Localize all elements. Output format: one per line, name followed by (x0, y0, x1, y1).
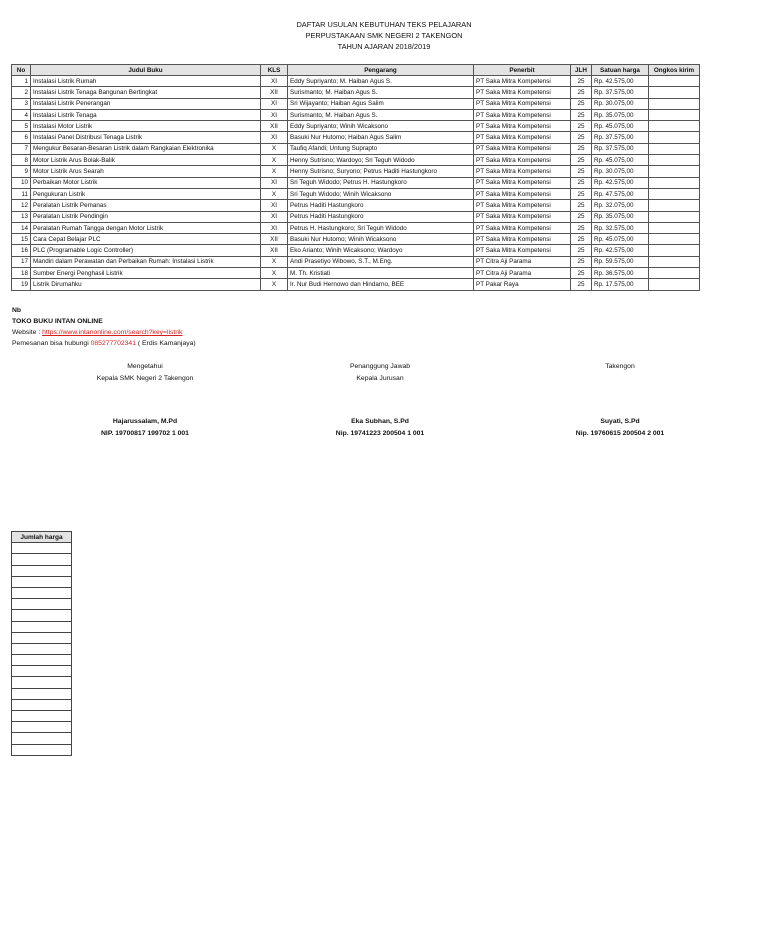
cell-kls: XI (261, 211, 288, 222)
cell-ongkos (649, 98, 700, 109)
cell-kls: X (261, 268, 288, 279)
jumlah-cell (12, 744, 72, 755)
cell-ongkos (649, 166, 700, 177)
cell-jlh: 25 (571, 234, 592, 245)
jumlah-row (12, 643, 72, 654)
cell-no: 4 (12, 109, 31, 120)
order-label: Pemesanan bisa hubungi (12, 340, 91, 347)
jumlah-row (12, 699, 72, 710)
cell-ongkos (649, 234, 700, 245)
cell-no: 2 (12, 87, 31, 98)
cell-judul: Listrik Dirumahku (31, 279, 261, 290)
cell-harga: Rp. 42.575,00 (592, 177, 649, 188)
jumlah-cell (12, 632, 72, 643)
cell-jlh: 25 (571, 155, 592, 166)
table-row (12, 87, 700, 98)
cell-judul: Perbaikan Motor Listrik (31, 177, 261, 188)
col-header-judul: Judul Buku (31, 65, 261, 76)
cell-jlh: 25 (571, 177, 592, 188)
table-row (12, 177, 700, 188)
col-header-harga: Satuan harga (592, 65, 649, 76)
cell-judul: Peralatan Listrik Pemanas (31, 200, 261, 211)
cell-pengarang: Henny Sutrisno; Suryono; Petrus Haditi Hastungkoro (288, 166, 474, 177)
cell-ongkos (649, 87, 700, 98)
jumlah-row (12, 610, 72, 621)
signature-block-2 (295, 361, 465, 440)
cell-pengarang: Basuki Nur Hutomo; Winih Wicaksono (288, 234, 474, 245)
cell-harga: Rp. 36.575,00 (592, 268, 649, 279)
jumlah-cell (12, 554, 72, 565)
cell-pengarang: Andi Prasetiyo Wibowo, S.T., M.Eng. (288, 256, 474, 267)
cell-kls: XI (261, 76, 288, 87)
cell-jlh: 25 (571, 132, 592, 143)
jumlah-cell (12, 699, 72, 710)
cell-penerbit: PT Saka Mitra Kompetensi (474, 166, 571, 177)
table-row (12, 222, 700, 233)
cell-kls: X (261, 188, 288, 199)
jumlah-row (12, 711, 72, 722)
jumlah-row (12, 722, 72, 733)
cell-pengarang: Taufiq Afandi; Untung Suprapto (288, 143, 474, 154)
cell-jlh: 25 (571, 222, 592, 233)
cell-penerbit: PT Saka Mitra Kompetensi (474, 177, 571, 188)
cell-harga: Rp. 37.575,00 (592, 132, 649, 143)
cell-penerbit: PT Saka Mitra Kompetensi (474, 188, 571, 199)
signature-nip: NIP. 19700817 199702 1 001 (101, 430, 189, 437)
cell-harga: Rp. 17.575,00 (592, 279, 649, 290)
table-row (12, 132, 700, 143)
cell-ongkos (649, 256, 700, 267)
jumlah-harga-header: Jumlah harga (12, 532, 72, 543)
cell-no: 13 (12, 211, 31, 222)
cell-jlh: 25 (571, 121, 592, 132)
signature-name: Hajarussalam, M.Pd (112, 418, 178, 425)
jumlah-row (12, 543, 72, 554)
cell-ongkos (649, 222, 700, 233)
cell-jlh: 25 (571, 143, 592, 154)
table-row (12, 188, 700, 199)
cell-penerbit: PT Saka Mitra Kompetensi (474, 143, 571, 154)
jumlah-cell (12, 621, 72, 632)
table-row (12, 211, 700, 222)
jumlah-cell (12, 599, 72, 610)
cell-ongkos (649, 200, 700, 211)
cell-jlh: 25 (571, 200, 592, 211)
table-row (12, 143, 700, 154)
cell-kls: XII (261, 121, 288, 132)
cell-no: 11 (12, 188, 31, 199)
cell-no: 18 (12, 268, 31, 279)
cell-judul: Instalasi Panel Distribusi Tenaga Listrik (31, 132, 261, 143)
cell-no: 17 (12, 256, 31, 267)
header-line-3: TAHUN AJARAN 2018/2019 (337, 42, 431, 51)
cell-penerbit: PT Citra Aji Parama (474, 256, 571, 267)
col-header-ongkos: Ongkos kirim (649, 65, 700, 76)
cell-judul: Cara Cepat Belajar PLC (31, 234, 261, 245)
cell-jlh: 25 (571, 166, 592, 177)
col-header-penerbit: Penerbit (474, 65, 571, 76)
cell-ongkos (649, 188, 700, 199)
cell-ongkos (649, 155, 700, 166)
cell-judul: PLC (Programable Logic Controller) (31, 245, 261, 256)
cell-ongkos (649, 76, 700, 87)
signature-name: Eka Subhan, S.Pd (351, 418, 409, 425)
cell-jlh: 25 (571, 87, 592, 98)
cell-judul: Motor Listrik Arus Bolak-Balik (31, 155, 261, 166)
jumlah-row (12, 576, 72, 587)
jumlah-harga-table (11, 531, 72, 756)
order-contact: ( Erdis Kamanjaya) (135, 340, 196, 347)
jumlah-cell (12, 587, 72, 598)
table-row (12, 200, 700, 211)
cell-pengarang: Petrus Haditi Hastungkoro (288, 211, 474, 222)
cell-penerbit: PT Saka Mitra Kompetensi (474, 76, 571, 87)
header-line-2: PERPUSTAKAAN SMK NEGERI 2 TAKENGON (305, 31, 463, 40)
cell-judul: Mengukur Besaran-Besaran Listrik dalam Rangkaian Elektronika (31, 143, 261, 154)
table-row (12, 279, 700, 290)
jumlah-cell (12, 565, 72, 576)
cell-harga: Rp. 59.575,00 (592, 256, 649, 267)
cell-no: 6 (12, 132, 31, 143)
cell-judul: Sumber Energi Penghasil Listrik (31, 268, 261, 279)
cell-penerbit: PT Saka Mitra Kompetensi (474, 155, 571, 166)
cell-penerbit: PT Saka Mitra Kompetensi (474, 200, 571, 211)
cell-no: 16 (12, 245, 31, 256)
cell-harga: Rp. 45.075,00 (592, 121, 649, 132)
jumlah-cell (12, 666, 72, 677)
cell-penerbit: PT Citra Aji Parama (474, 268, 571, 279)
table-row (12, 234, 700, 245)
cell-ongkos (649, 211, 700, 222)
cell-no: 10 (12, 177, 31, 188)
table-row (12, 166, 700, 177)
cell-kls: XII (261, 87, 288, 98)
table-row (12, 121, 700, 132)
jumlah-harga-body (12, 543, 72, 756)
table-row (12, 76, 700, 87)
cell-jlh: 25 (571, 245, 592, 256)
jumlah-row (12, 655, 72, 666)
signature-title: Kepala SMK Negeri 2 Takengon (96, 375, 194, 382)
cell-jlh: 25 (571, 98, 592, 109)
cell-penerbit: PT Saka Mitra Kompetensi (474, 109, 571, 120)
cell-ongkos (649, 279, 700, 290)
cell-judul: Motor Listrik Arus Searah (31, 166, 261, 177)
cell-pengarang: Petrus H. Hastungkoro; Sri Teguh Widodo (288, 222, 474, 233)
cell-judul: Peralatan Rumah Tangga dengan Motor Listrik (31, 222, 261, 233)
table-row (12, 109, 700, 120)
signature-block-3 (535, 361, 705, 440)
cell-ongkos (649, 121, 700, 132)
cell-kls: XI (261, 109, 288, 120)
cell-harga: Rp. 32.575,00 (592, 222, 649, 233)
col-header-kls: KLS (261, 65, 288, 76)
signature-block-1 (60, 361, 230, 440)
jumlah-row (12, 677, 72, 688)
cell-kls: XI (261, 177, 288, 188)
table-row (12, 155, 700, 166)
jumlah-row (12, 744, 72, 755)
book-table (11, 64, 700, 291)
col-header-jlh: JLH (571, 65, 592, 76)
cell-harga: Rp. 30.075,00 (592, 166, 649, 177)
cell-harga: Rp. 45.075,00 (592, 155, 649, 166)
cell-no: 9 (12, 166, 31, 177)
website-label: Website : (12, 329, 43, 336)
cell-no: 8 (12, 155, 31, 166)
cell-pengarang: Sri Teguh Widodo; Petrus H. Hastungkoro (288, 177, 474, 188)
order-line (12, 338, 196, 349)
jumlah-cell (12, 688, 72, 699)
cell-harga: Rp. 37.575,00 (592, 143, 649, 154)
cell-no: 3 (12, 98, 31, 109)
cell-pengarang: Eko Arianto; Winih Wicaksono; Wardoyo (288, 245, 474, 256)
cell-kls: X (261, 256, 288, 267)
cell-jlh: 25 (571, 256, 592, 267)
signature-name: Suyati, S.Pd (600, 418, 640, 425)
cell-jlh: 25 (571, 268, 592, 279)
cell-pengarang: Eddy Supriyanto; M. Haiban Agus S. (288, 76, 474, 87)
cell-penerbit: PT Saka Mitra Kompetensi (474, 98, 571, 109)
jumlah-row (12, 554, 72, 565)
jumlah-row (12, 587, 72, 598)
cell-kls: X (261, 166, 288, 177)
jumlah-cell (12, 733, 72, 744)
cell-harga: Rp. 35.075,00 (592, 211, 649, 222)
table-header-row (12, 65, 700, 76)
cell-penerbit: PT Saka Mitra Kompetensi (474, 132, 571, 143)
cell-harga: Rp. 45.075,00 (592, 234, 649, 245)
cell-kls: X (261, 279, 288, 290)
cell-pengarang: Sri Wijayanto; Haiban Agus Salim (288, 98, 474, 109)
jumlah-row (12, 688, 72, 699)
jumlah-cell (12, 543, 72, 554)
cell-penerbit: PT Saka Mitra Kompetensi (474, 211, 571, 222)
cell-pengarang: Eddy Supriyanto; Winih Wicaksono (288, 121, 474, 132)
cell-jlh: 25 (571, 188, 592, 199)
cell-ongkos (649, 245, 700, 256)
cell-harga: Rp. 42.575,00 (592, 245, 649, 256)
cell-penerbit: PT Saka Mitra Kompetensi (474, 245, 571, 256)
jumlah-row (12, 599, 72, 610)
signature-title (535, 373, 705, 385)
cell-penerbit: PT Saka Mitra Kompetensi (474, 222, 571, 233)
cell-kls: XI (261, 132, 288, 143)
cell-pengarang: Sri Teguh Widodo; Winih Wicaksono (288, 188, 474, 199)
cell-judul: Instalasi Listrik Penerangan (31, 98, 261, 109)
cell-ongkos (649, 109, 700, 120)
cell-kls: XI (261, 200, 288, 211)
table-row (12, 245, 700, 256)
cell-no: 15 (12, 234, 31, 245)
cell-harga: Rp. 37.575,00 (592, 87, 649, 98)
cell-harga: Rp. 47.575,00 (592, 188, 649, 199)
cell-pengarang: M. Th. Kristiati (288, 268, 474, 279)
signature-role: Mengetahui (127, 363, 163, 370)
cell-pengarang: Petrus Haditi Hastungkoro (288, 200, 474, 211)
book-table-body (12, 76, 700, 291)
cell-judul: Mandiri dalam Perawatan dan Perbaikan Rumah: Instalasi Listrik (31, 256, 261, 267)
table-row (12, 98, 700, 109)
cell-ongkos (649, 268, 700, 279)
table-row (12, 268, 700, 279)
cell-no: 14 (12, 222, 31, 233)
jumlah-cell (12, 643, 72, 654)
jumlah-row (12, 632, 72, 643)
cell-judul: Instalasi Listrik Tenaga (31, 109, 261, 120)
cell-ongkos (649, 132, 700, 143)
cell-no: 5 (12, 121, 31, 132)
jumlah-cell (12, 655, 72, 666)
signature-role: Penanggung Jawab (349, 363, 411, 370)
jumlah-cell (12, 711, 72, 722)
cell-jlh: 25 (571, 76, 592, 87)
cell-kls: X (261, 155, 288, 166)
col-header-no: No (12, 65, 31, 76)
cell-harga: Rp. 32.075,00 (592, 200, 649, 211)
cell-jlh: 25 (571, 279, 592, 290)
jumlah-row (12, 621, 72, 632)
cell-ongkos (649, 177, 700, 188)
cell-judul: Instalasi Listrik Tenaga Bangunan Bertingkat (31, 87, 261, 98)
cell-no: 19 (12, 279, 31, 290)
cell-judul: Instalasi Motor Listrik (31, 121, 261, 132)
signature-title: Kepala Jurusan (356, 375, 404, 382)
cell-kls: XI (261, 222, 288, 233)
cell-no: 12 (12, 200, 31, 211)
cell-pengarang: Surismanto, M. Haiban Agus S. (288, 109, 474, 120)
jumlah-row (12, 666, 72, 677)
phone-number: 085277702341 (90, 340, 136, 347)
cell-pengarang: Ir. Nur Budi Hernowo dan Hindarno, BEE (288, 279, 474, 290)
cell-pengarang: Basuki Nur Hutomo; Haiban Agus Salim (288, 132, 474, 143)
table-row (12, 256, 700, 267)
jumlah-cell (12, 722, 72, 733)
jumlah-cell (12, 677, 72, 688)
website-line (12, 327, 182, 338)
signature-nip: Nip. 19760615 200504 2 001 (575, 430, 665, 437)
col-header-pengarang: Pengarang (288, 65, 474, 76)
jumlah-row (12, 733, 72, 744)
cell-kls: X (261, 143, 288, 154)
cell-penerbit: PT Saka Mitra Kompetensi (474, 234, 571, 245)
cell-pengarang: Surismanto; M. Haiban Agus S. (288, 87, 474, 98)
store-name: TOKO BUKU INTAN ONLINE (12, 318, 103, 325)
cell-judul: Pengukuran Listrik (31, 188, 261, 199)
cell-judul: Peralatan Listrik Pendingin (31, 211, 261, 222)
cell-pengarang: Henny Sutrisno; Wardoyo; Sri Teguh Widodo (288, 155, 474, 166)
cell-judul: Instalasi Listrik Rumah (31, 76, 261, 87)
jumlah-cell (12, 576, 72, 587)
signature-nip: Nip. 19741223 200504 1 001 (335, 430, 425, 437)
cell-ongkos (649, 143, 700, 154)
signature-role: Takengon (605, 363, 635, 370)
cell-harga: Rp. 42.575,00 (592, 76, 649, 87)
cell-jlh: 25 (571, 109, 592, 120)
cell-harga: Rp. 35.075,00 (592, 109, 649, 120)
cell-penerbit: PT Pakar Raya (474, 279, 571, 290)
cell-no: 1 (12, 76, 31, 87)
website-link[interactable]: https://www.intanonline.com/search?key=listrik (42, 329, 183, 336)
header-line-1: DAFTAR USULAN KEBUTUHAN TEKS PELAJARAN (296, 20, 472, 29)
jumlah-row (12, 565, 72, 576)
cell-jlh: 25 (571, 211, 592, 222)
cell-penerbit: PT Saka Mitra Kompetensi (474, 121, 571, 132)
jumlah-cell (12, 610, 72, 621)
nb-label: Nb (12, 307, 22, 314)
cell-harga: Rp. 30.075,00 (592, 98, 649, 109)
cell-kls: XII (261, 234, 288, 245)
cell-no: 7 (12, 143, 31, 154)
cell-kls: XI (261, 98, 288, 109)
cell-penerbit: PT Saka Mitra Kompetensi (474, 87, 571, 98)
cell-kls: XII (261, 245, 288, 256)
